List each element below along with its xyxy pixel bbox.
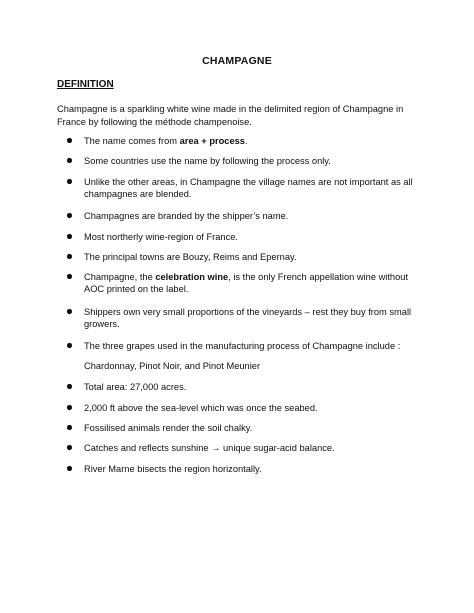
list-item-text: River Marne bisects the region horizontally. [84,464,262,474]
bullet-icon [67,384,72,389]
bullet-icon [67,234,72,239]
grapes-line: Chardonnay, Pinot Noir, and Pinot Meunier [84,361,261,371]
bullet-icon [67,466,72,471]
bullet-icon [67,425,72,430]
list-item-text: 2,000 ft above the sea-level which was once the seabed. [84,403,318,413]
bullet-icon [67,309,72,314]
section-heading: DEFINITION [57,79,114,90]
bullet-icon [67,158,72,163]
list-item-text: Most northerly wine-region of France. [84,232,238,242]
list-item-text: The name comes from area + process. [84,136,248,146]
list-item-text: Shippers own very small proportions of the vineyards – rest they buy from small growers. [84,307,412,330]
list-item-text: Champagnes are branded by the shipper’s name. [84,211,289,221]
list-item-text: Unlike the other areas, in Champagne the village names are not important as all champagnes are blended. [84,177,413,200]
list-item-text: Catches and reflects sunshine → unique sugar-acid balance. [84,443,335,453]
document-title: CHAMPAGNE [202,55,272,67]
bullet-icon [67,213,72,218]
list-item-text: Some countries use the name by following the process only. [84,156,331,166]
bullet-icon [67,405,72,410]
list-item-text: Total area: 27,000 acres. [84,382,187,392]
bullet-icon [67,274,72,279]
bullet-icon [67,179,72,184]
bullet-icon [67,138,72,143]
list-item-text: The principal towns are Bouzy, Reims and Epernay. [84,252,297,262]
list-item-text: Fossilised animals render the soil chalky. [84,423,253,433]
bullet-icon [67,445,72,450]
list-item-text: Champagne, the celebration wine, is the only French appellation wine without AOC printed on the label. [84,272,409,295]
intro-paragraph: Champagne is a sparkling white wine made in the delimited region of Champagne in France by following the méthode champenoise. [57,104,404,128]
list-item-text: The three grapes used in the manufacturing process of Champagne include : [84,341,401,351]
bullet-icon [67,343,72,348]
bullet-icon [67,254,72,259]
